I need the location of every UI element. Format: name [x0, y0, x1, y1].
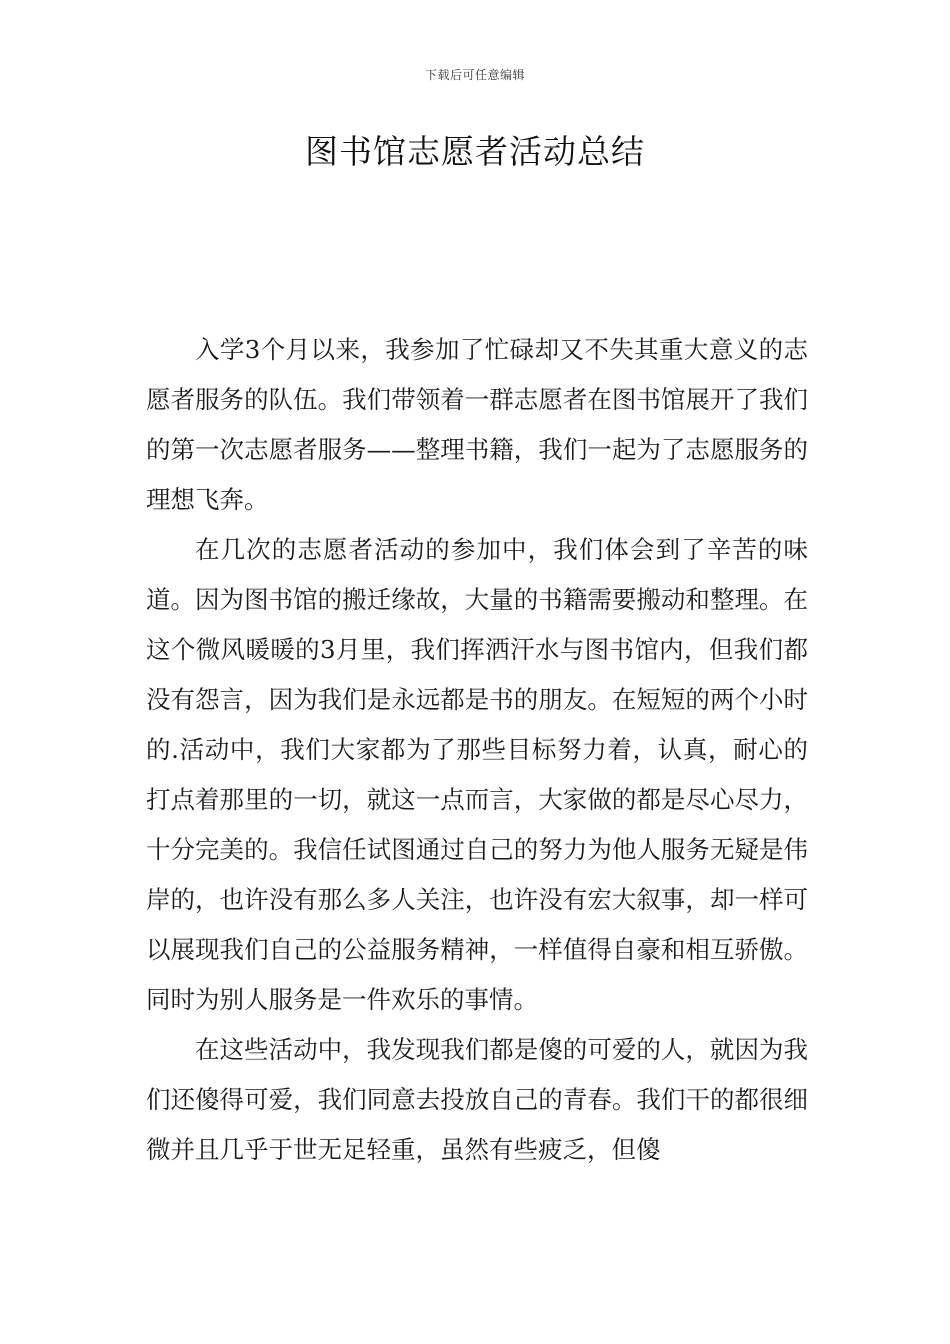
paragraph-2: 在几次的志愿者活动的参加中，我们体会到了辛苦的味道。因为图书馆的搬迁缘故，大量的书籍需要搬动和整理。在这个微风暖暖的3月里，我们挥洒汗水与图书馆内，但我们都没有怨言，因为我们是永远都是书的朋友。在短短的两个小时的.活动中，我们大家都为了那些目标努力着，认真，耐心的打点着那里的一切，就这一点而言，大家做的都是尽心尽力，十分完美的。我信任试图通过自己的努力为他人服务无疑是伟岸的，也许没有那么多人关注，也许没有宏大叙事，却一样可以展现我们自己的公益服务精神，一样值得自豪和相互骄傲。同时为别人服务是一件欢乐的事情。 [146, 535, 808, 1014]
document-body [146, 325, 808, 1175]
paragraph-1: 入学3个月以来，我参加了忙碌却又不失其重大意义的志愿者服务的队伍。我们带领着一群志愿者在图书馆展开了我们的第一次志愿者服务——整理书籍，我们一起为了志愿服务的理想飞奔。 [146, 335, 808, 514]
header-note: 下载后可任意编辑 [424, 68, 525, 82]
document-title: 图书馆志愿者活动总结 [305, 132, 645, 171]
paragraph-3: 在这些活动中，我发现我们都是傻的可爱的人，就因为我们还傻得可爱，我们同意去投放自己的青春。我们干的都很细微并且几乎于世无足轻重，虽然有些疲乏，但傻 [146, 1035, 808, 1164]
